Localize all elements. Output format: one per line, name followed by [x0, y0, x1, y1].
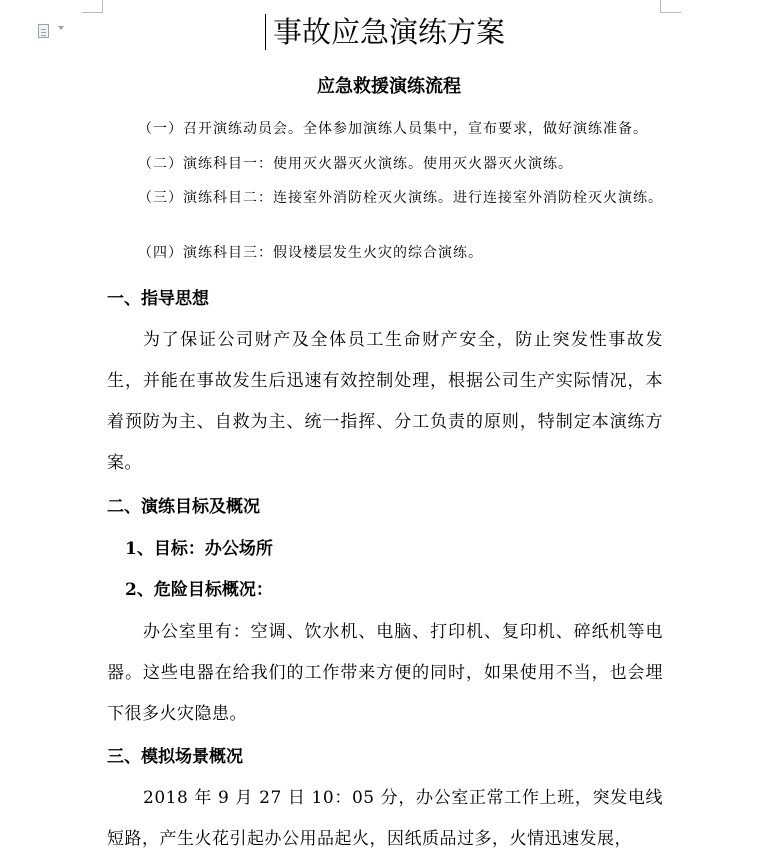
flow-item-3[interactable]: （三）演练科目二：连接室外消防栓灭火演练。进行连接室外消防栓灭火演练。: [138, 190, 663, 206]
paragraph-hazard-overview[interactable]: 办公室里有：空调、饮水机、电脑、打印机、复印机、碎纸机等电器。这些电器在给我们的工作带来方便的同时，如果使用不当，也会埋下很多火灾隐患。: [107, 622, 663, 724]
subheading-hazard-overview[interactable]: 2、危险目标概况：: [125, 580, 273, 600]
flow-item-4[interactable]: （四）演练科目三：假设楼层发生火灾的综合演练。: [138, 245, 483, 261]
document-subtitle[interactable]: 应急救援演练流程: [317, 76, 461, 97]
paragraph-scenario[interactable]: 2018 年 9 月 27 日 10：05 分，办公室正常工作上班，突发电线短路，产生火花引起办公用品起火，因纸质品过多，火情迅速发展，: [107, 788, 663, 849]
section-heading-guiding-ideology[interactable]: 一、指导思想: [107, 289, 209, 309]
paragraph-guiding-ideology[interactable]: 为了保证公司财产及全体员工生命财产安全，防止突发性事故发生，并能在事故发生后迅速有效控制处理，根据公司生产实际情况，本着预防为主、自救为主、统一指挥、分工负责的原则，特制定本演练方案。: [107, 330, 663, 473]
text-cursor: [265, 14, 266, 50]
flow-item-2[interactable]: （二）演练科目一：使用灭火器灭火演练。使用灭火器灭火演练。: [138, 156, 573, 172]
subheading-target[interactable]: 1、目标：办公场所: [125, 539, 273, 559]
section-heading-drill-goals[interactable]: 二、演练目标及概况: [107, 497, 260, 517]
document-title[interactable]: 事故应急演练方案: [272, 15, 505, 49]
flow-item-1[interactable]: （一）召开演练动员会。全体参加演练人员集中，宣布要求，做好演练准备。: [138, 121, 648, 137]
section-heading-scenario[interactable]: 三、模拟场景概况: [107, 747, 243, 767]
